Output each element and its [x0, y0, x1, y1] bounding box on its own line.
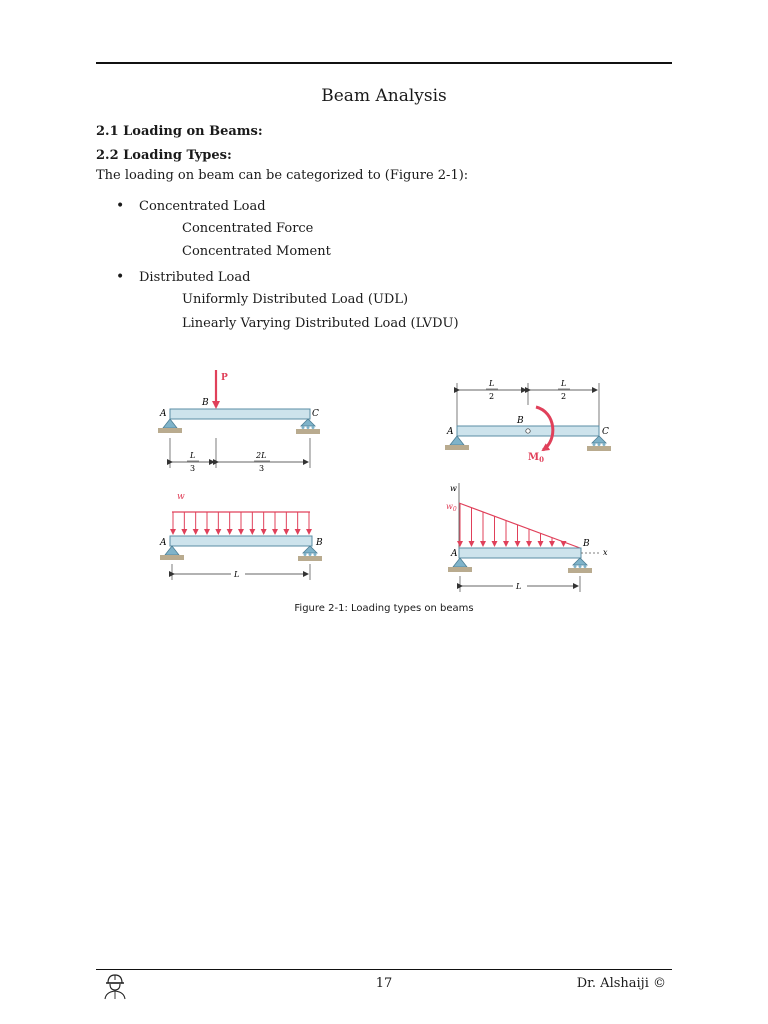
- page-number: 17: [375, 976, 393, 991]
- point-label-c: C: [312, 409, 319, 419]
- force-label: P: [221, 373, 228, 383]
- section-heading-loading-on-beams: 2.1 Loading on Beams:: [96, 124, 263, 139]
- section-heading-loading-types: 2.2 Loading Types:: [96, 148, 232, 163]
- subitem-concentrated-force: Concentrated Force: [182, 221, 314, 236]
- subitem-udl: Uniformly Distributed Load (UDL): [182, 292, 409, 307]
- point-label-b: B: [316, 538, 323, 548]
- ground: [298, 556, 322, 561]
- bottom-rule: [96, 969, 672, 970]
- load-label: $w_0$: [446, 502, 457, 513]
- subitem-concentrated-moment: Concentrated Moment: [182, 244, 331, 259]
- bullet-marker: •: [116, 269, 125, 285]
- point-label-a: A: [160, 409, 167, 419]
- dim-label: 2L: [256, 451, 267, 460]
- ground: [160, 555, 184, 560]
- x-axis-label: x: [603, 548, 608, 557]
- dim-label: 2: [489, 392, 495, 401]
- pin-support: [453, 558, 467, 567]
- udl-arrows: [173, 512, 309, 534]
- ground: [568, 568, 592, 573]
- dim-label: 2: [561, 392, 567, 401]
- hinge-point: [526, 429, 530, 433]
- pin-support: [163, 419, 177, 428]
- dim-label: L: [561, 379, 567, 388]
- bullet-marker: •: [116, 198, 125, 214]
- roller-support: [592, 436, 606, 443]
- panel-concentrated-moment: [445, 379, 611, 464]
- dim-label: 3: [259, 464, 265, 473]
- top-rule: [96, 62, 672, 64]
- ground: [587, 446, 611, 451]
- figure-caption: Figure 2-1: Loading types on beams: [294, 603, 474, 614]
- beam: [459, 548, 581, 558]
- point-label-b: B: [517, 416, 524, 426]
- point-label-b: B: [583, 539, 590, 549]
- dim-label: 3: [190, 464, 196, 473]
- beam: [170, 536, 312, 546]
- w-axis-label: w: [450, 484, 457, 493]
- pin-support: [165, 546, 179, 555]
- author-credit: Dr. Alshaiji ©: [576, 976, 666, 991]
- point-label-a: A: [160, 538, 167, 548]
- point-label-a: A: [451, 549, 458, 559]
- roller-support: [573, 558, 587, 565]
- page-title: Beam Analysis: [321, 86, 447, 106]
- loading-types-figure: [140, 360, 630, 600]
- panel-udl: [159, 492, 323, 580]
- point-label-c: C: [602, 427, 609, 437]
- intro-paragraph: The loading on beam can be categorized to (Figure 2-1):: [96, 168, 469, 183]
- ground: [296, 429, 320, 434]
- moment-label: $M_0$: [528, 452, 544, 464]
- length-label: L: [234, 570, 240, 579]
- point-label-a: A: [447, 427, 454, 437]
- dim-label: L: [190, 451, 196, 460]
- bullet-concentrated-load: Concentrated Load: [139, 199, 266, 214]
- ground: [448, 567, 472, 572]
- load-label: w: [177, 492, 185, 502]
- panel-lvdu: [446, 483, 608, 592]
- subitem-lvdu: Linearly Varying Distributed Load (LVDU): [182, 316, 459, 331]
- pin-support: [450, 436, 464, 445]
- roller-support: [303, 546, 317, 553]
- dim-label: L: [489, 379, 495, 388]
- length-label: L: [516, 582, 522, 591]
- beam: [170, 409, 310, 419]
- ground: [158, 428, 182, 433]
- panel-concentrated-force: [158, 370, 320, 473]
- ground: [445, 445, 469, 450]
- bullet-distributed-load: Distributed Load: [139, 270, 251, 285]
- roller-support: [301, 419, 315, 426]
- point-label-b: B: [202, 398, 209, 408]
